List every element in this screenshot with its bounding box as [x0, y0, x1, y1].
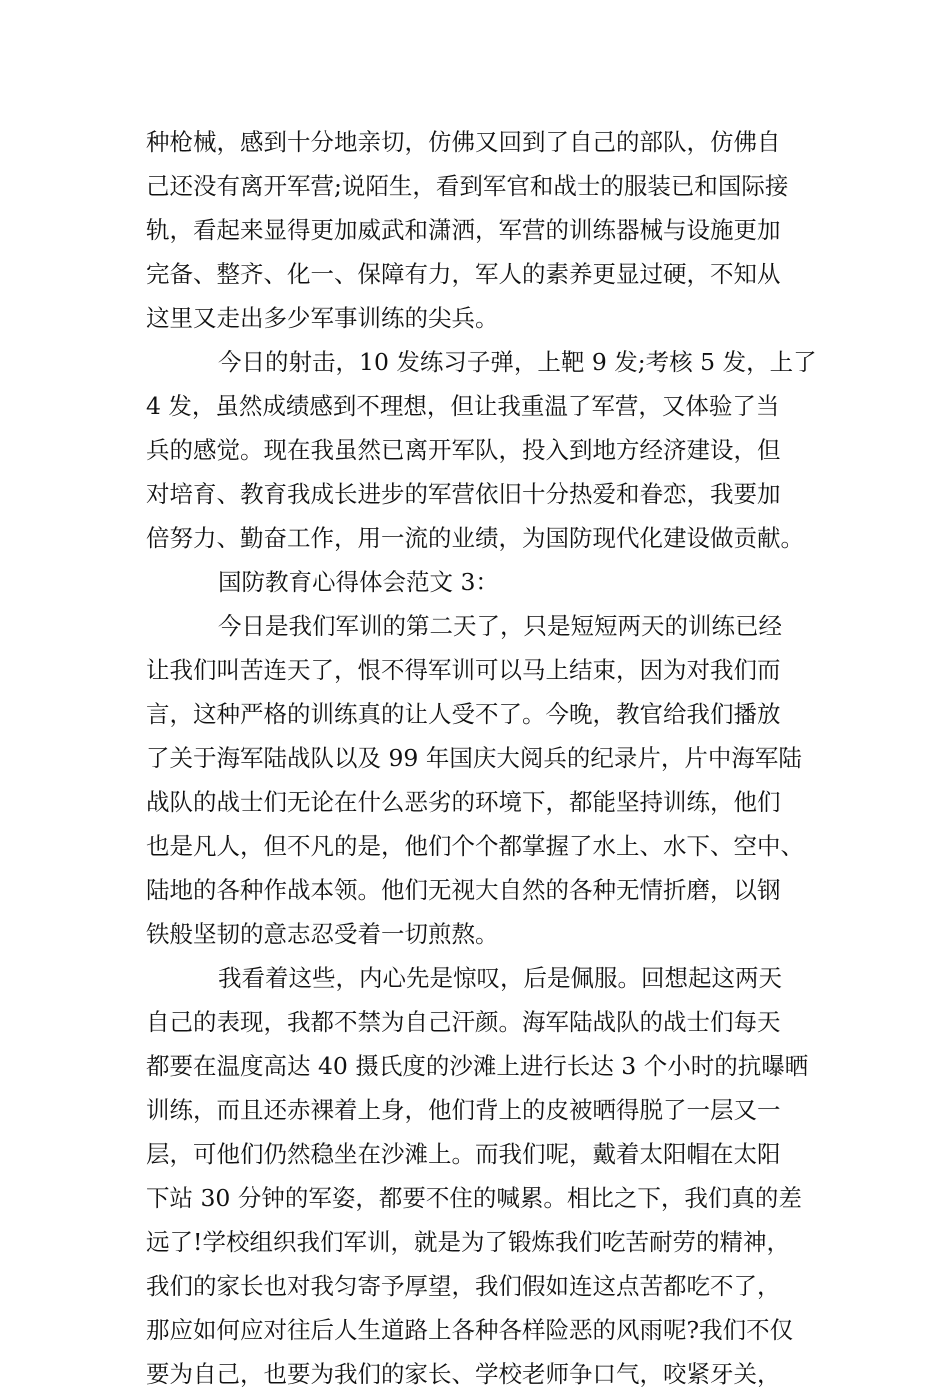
- text-line: 要为自己，也要为我们的家长、学校老师争口气，咬紧牙关，: [146, 1360, 781, 1388]
- text-line: 4 发，虽然成绩感到不理想，但让我重温了军营，又体验了当: [146, 392, 780, 420]
- section-heading: 国防教育心得体会范文 3：: [218, 568, 499, 596]
- text-line: 兵的感觉。现在我虽然已离开军队，投入到地方经济建设，但: [146, 436, 781, 464]
- text-line: 也是凡人，但不凡的是，他们个个都掌握了水上、水下、空中、: [146, 832, 804, 860]
- text-line: 我们的家长也对我匀寄予厚望，我们假如连这点苦都吃不了，: [146, 1272, 781, 1300]
- text-line: 那应如何应对往后人生道路上各种各样险恶的风雨呢?我们不仅: [146, 1316, 794, 1344]
- text-line: 言，这种严格的训练真的让人受不了。今晚，教官给我们播放: [146, 700, 781, 728]
- text-line: 对培育、教育我成长进步的军营依旧十分热爱和眷恋，我要加: [146, 480, 781, 508]
- text-line: 轨，看起来显得更加威武和潇洒，军营的训练器械与设施更加: [146, 216, 781, 244]
- text-line: 训练，而且还赤裸着上身，他们背上的皮被晒得脱了一层又一: [146, 1096, 781, 1124]
- paragraph-start-line: 今日是我们军训的第二天了，只是短短两天的训练已经: [218, 612, 782, 640]
- text-line: 这里又走出多少军事训练的尖兵。: [146, 304, 499, 332]
- text-line: 己还没有离开军营;说陌生，看到军官和战士的服装已和国际接: [146, 172, 789, 200]
- text-line: 完备、整齐、化一、保障有力，军人的素养更显过硬，不知从: [146, 260, 781, 288]
- text-line: 战队的战士们无论在什么恶劣的环境下，都能坚持训练，他们: [146, 788, 781, 816]
- text-line: 铁般坚韧的意志忍受着一切煎熬。: [146, 920, 499, 948]
- text-line: 了关于海军陆战队以及 99 年国庆大阅兵的纪录片，片中海军陆: [146, 744, 802, 772]
- text-line: 下站 30 分钟的军姿，都要不住的喊累。相比之下，我们真的差: [146, 1184, 802, 1212]
- paragraph-start-line: 我看着这些，内心先是惊叹，后是佩服。回想起这两天: [218, 964, 782, 992]
- text-line: 陆地的各种作战本领。他们无视大自然的各种无情折磨，以钢: [146, 876, 781, 904]
- text-line: 让我们叫苦连天了，恨不得军训可以马上结束，因为对我们而: [146, 656, 781, 684]
- text-line: 层，可他们仍然稳坐在沙滩上。而我们呢，戴着太阳帽在太阳: [146, 1140, 781, 1168]
- text-line: 自己的表现，我都不禁为自己汗颜。海军陆战队的战士们每天: [146, 1008, 781, 1036]
- text-line: 种枪械，感到十分地亲切，仿佛又回到了自己的部队，仿佛自: [146, 128, 781, 156]
- text-line: 都要在温度高达 40 摄氏度的沙滩上进行长达 3 个小时的抗曝晒: [146, 1052, 809, 1080]
- text-line: 远了!学校组织我们军训，就是为了锻炼我们吃苦耐劳的精神，: [146, 1228, 790, 1256]
- text-line: 倍努力、勤奋工作，用一流的业绩，为国防现代化建设做贡献。: [146, 524, 804, 552]
- paragraph-start-line: 今日的射击，10 发练习子弹，上靶 9 发;考核 5 发，上了: [218, 348, 817, 376]
- body-text: [146, 120, 817, 1396]
